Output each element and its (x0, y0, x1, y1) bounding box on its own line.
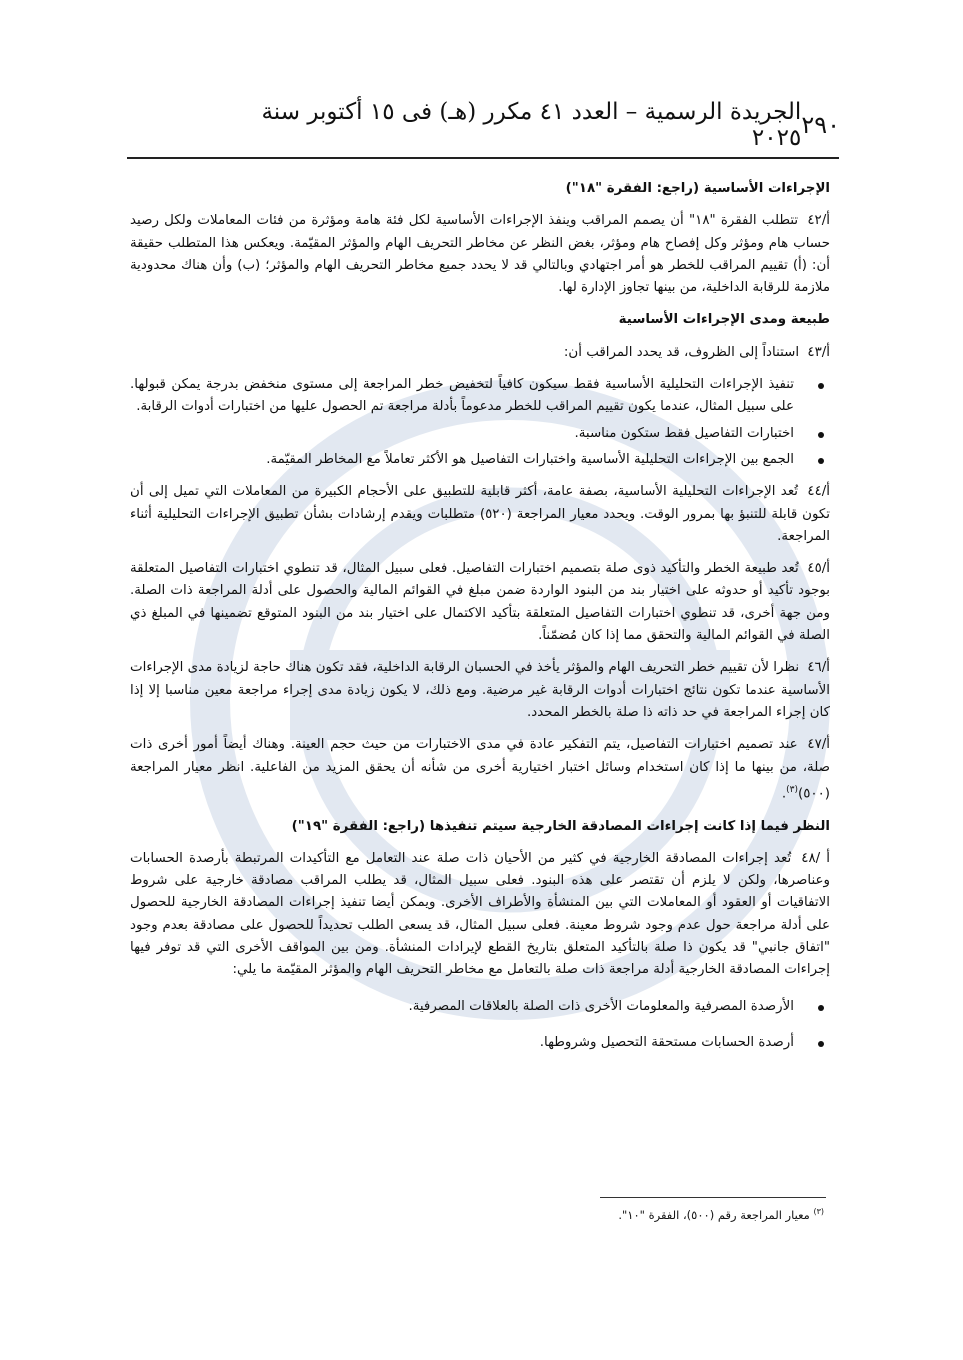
page-body (130, 178, 830, 1064)
paragraph-text: تُعد إجراءات المصادقة الخارجية في كثير من الأحيان ذات صلة عند التعامل مع التأكيدات المرتبطة بأرصدة الحسابات وعناصرها، ولكن لا يلزم أن تقتصر على هذه البنود. فعلى سبيل المثال، قد يطلب المراقب مصادقة خارجية على شروط الاتفاقيات أو العقود أو المعاملات التي بين المنشأة والأطراف الأخرى. ويمكن أيضا تنفيذ إجراءات المصادقة الخارجية للحصول على أدلة مراجعة حول عدم وجود شروط معينة. فعلى سبيل المثال، قد يسعى الطلب تحديداً للحصول على مصادقة بعدم وجود "اتفاق جانبي" قد يكون ذا صلة بالتأكيد المتعلق بتاريخ القطع لإيرادات المنشأة. ومن بين المواقف الأخرى التي قد توفر فيها إجراءات المصادقة الخارجية أدلة مراجعة ذات صلة بالتعامل مع مخاطر التحريف الهام والمؤثر المقيّمة ما يلي: (130, 850, 830, 978)
bullet-icon (818, 1005, 824, 1011)
paragraph-number: أ /٤٨ (801, 850, 830, 866)
gazette-title: الجريدة الرسمية – العدد ٤١ مكرر (هـ) فى ١٥ أكتوبر سنة ٢٠٢٥ (261, 99, 802, 151)
paragraph-text: تُعد الإجراءات التحليلية الأساسية، بصفة عامة، أكثر قابلية للتطبيق على الأحجام الكبيرة من المعاملات التي تميل إلى أن تكون قابلة للتنبؤ بها بمرور الوقت. ويحدد معيار المراجعة (٥٢٠) متطلبات ويقدم إرشادات بشأن تطبيق الإجراءات التحليلية أثناء المراجعة. (130, 484, 830, 544)
section-heading-nature-extent: طبيعة ومدى الإجراءات الأساسية (618, 312, 830, 328)
header-divider (127, 157, 839, 159)
page-number: ٢٩٠ (801, 111, 840, 139)
paragraph-a46 (130, 657, 830, 724)
footnote (580, 1207, 824, 1222)
paragraph-text: تُعد طبيعة الخطر والتأكيد ذوى صلة بتصميم اختبارات التفاصيل. فعلى سبيل المثال، قد تنطوي اختبارات التفاصيل المتعلقة بوجود تأكيد أو حدوثه على اختيار بند من البنود الواردة ضمن مبلغ في القوائم المالية والحصول على أدلة المراجعة ذات الصلة. ومن جهة أخرى، قد تنطوي اختبارات التفاصيل المتعلقة بتأكيد الاكتمال على اختيار بند من البنود المتوقع تضمينها في المبلغ ذي الصلة في القوائم المالية والتحقق مما إذا كان مُضمّناً. (130, 561, 830, 644)
section-heading-external-confirmation: النظر فيما إذا كانت إجراءات المصادقة الخارجية سيتم تنفيذها (راجع: الفقرة "١٩") (291, 818, 830, 834)
paragraph-number: أ/٤٥ (807, 561, 830, 577)
footnote-reference[interactable]: (٣) (786, 784, 798, 795)
paragraph-a48 (130, 848, 830, 982)
bullet-list-a48 (130, 996, 830, 1055)
footnote-divider (600, 1197, 826, 1198)
list-item: اختبارات التفاصيل فقط ستكون مناسبة. (130, 423, 794, 445)
bullet-icon (818, 458, 824, 464)
paragraph-text: نظرا لأن تقييم خطر التحريف الهام والمؤثر يأخذ في الحسبان الرقابة الداخلية، فقد تكون هناك حاجة لزيادة مدى الإجراءات الأساسية عندما تكون نتائج اختبارات أدوات الرقابة غير مرضية. ومع ذلك، لا يكون زيادة مدى إجراء مراجعة معين مناسبا إلا إذا كان إجراء المراجعة في حد ذاته ذا صلة بالخطر المحدد. (130, 660, 830, 720)
bullet-list-a43 (130, 374, 830, 471)
bullet-icon (818, 432, 824, 438)
paragraph-text: عند تصميم اختبارات التفاصيل، يتم التفكير عادة في مدى الاختبارات من حيث حجم العينة. وهناك أيضاً أمور أخرى ذات صلة، من بينها ما إذا كان استخدام وسائل اختبار اختيارية أخرى من شأنه أن يحقق المزيد من الفاعلية. انظر معيار المراجعة (٥٠٠) (130, 737, 830, 802)
paragraph-a44 (130, 481, 830, 548)
paragraph-a47: أ/٤٧ عند تصميم اختبارات التفاصيل، يتم التفكير عادة في مدى الاختبارات من حيث حجم العينة. وهناك أيضاً أمور أخرى ذات صلة، من بينها ما إذا كان استخدام وسائل اختبار اختيارية أخرى من شأنه أن يحقق المزيد من الفاعلية. انظر معيار المراجعة (٥٠٠)$^{(٣)}$. (130, 737, 830, 802)
page-header (130, 100, 840, 150)
paragraph-number: أ/٤٣ (807, 344, 830, 360)
bullet-icon (818, 1041, 824, 1047)
list-item: الجمع بين الإجراءات التحليلية الأساسية واختبارات التفاصيل هو الأكثر تعاملاً مع المخاطر المقيّمة. (130, 449, 794, 471)
list-item: أرصدة الحسابات مستحقة التحصيل وشروطها. (130, 1032, 794, 1054)
list-item: تنفيذ الإجراءات التحليلية الأساسية فقط سيكون كافياً لتخفيض خطر المراجعة إلى مستوى منخفض بدرجة يمكن قبولها. على سبيل المثال، عندما يكون تقييم المراقب للخطر مدعوماً بأدلة مراجعة تم الحصول عليها من اختبارات أدوات الرقابة. (130, 374, 794, 419)
paragraph-a45 (130, 558, 830, 647)
footnote-mark: (٣) (813, 1207, 824, 1216)
paragraph-number: أ/٤٤ (807, 484, 830, 500)
paragraph-number: أ/٤٦ (807, 660, 830, 676)
paragraph-a43 (130, 342, 830, 364)
section-heading-substantive-procedures: الإجراءات الأساسية (راجع: الفقرة "١٨") (565, 181, 830, 196)
paragraph-text: استناداً إلى الظروف، قد يحدد المراقب أن: (563, 344, 800, 360)
paragraph-number: أ/٤٧ (807, 737, 830, 753)
paragraph-number: أ/٤٢ (807, 213, 830, 229)
bullet-icon (818, 383, 824, 389)
footnote-text: معيار المراجعة رقم (٥٠٠)، الفقرة "١٠". (618, 1207, 810, 1222)
paragraph-a42 (130, 210, 830, 299)
list-item: الأرصدة المصرفية والمعلومات الأخرى ذات الصلة بالعلاقات المصرفية. (130, 996, 794, 1018)
paragraph-text: تتطلب الفقرة "١٨" أن يصمم المراقب وينفذ الإجراءات الأساسية لكل فئة هامة ومؤثرة من فئات المعاملات ولكل رصيد حساب هام ومؤثر وكل إفصاح هام ومؤثر، بغض النظر عن مخاطر التحريف الهام والمؤثر المقيّمة. ويعكس هذا المتطلب حقيقة أن: (أ) تقييم المراقب للخطر هو أمر اجتهادي وبالتالي قد لا يحدد جميع مخاطر التحريف الهام والمؤثر؛ (ب) وأن هناك محدودية ملازمة للرقابة الداخلية، من بينها تجاوز الإدارة لها. (130, 213, 830, 296)
